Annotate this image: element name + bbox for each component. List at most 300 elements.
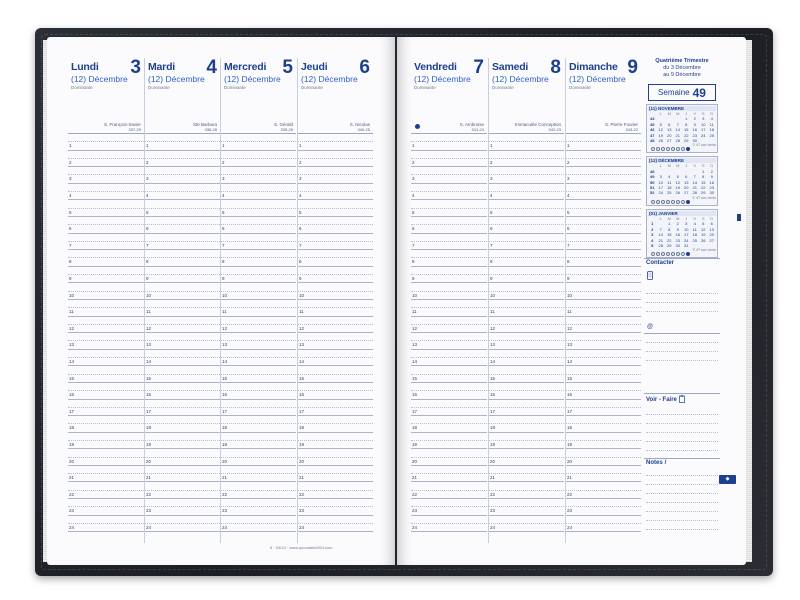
time-slot[interactable]	[221, 300, 296, 308]
time-slot[interactable]	[68, 441, 144, 449]
time-slot[interactable]	[221, 317, 296, 325]
time-slot[interactable]	[68, 300, 144, 308]
time-slot[interactable]	[298, 400, 373, 408]
notes-line[interactable]	[646, 503, 718, 512]
time-slot[interactable]	[68, 499, 144, 507]
time-slot[interactable]	[145, 283, 220, 291]
time-slot[interactable]	[221, 408, 296, 416]
time-slot[interactable]	[489, 507, 564, 515]
time-slot[interactable]	[145, 242, 220, 250]
time-slot[interactable]	[145, 408, 220, 416]
time-slot[interactable]	[221, 192, 296, 200]
time-slot[interactable]	[566, 250, 641, 258]
time-slot[interactable]	[489, 408, 564, 416]
time-slot[interactable]	[145, 151, 220, 159]
time-slot[interactable]	[221, 524, 296, 532]
time-slot[interactable]	[566, 325, 641, 333]
time-slot[interactable]	[411, 225, 487, 233]
time-slot[interactable]	[298, 491, 373, 499]
time-slot[interactable]	[298, 333, 373, 341]
time-slot[interactable]	[68, 366, 144, 374]
time-slot[interactable]	[566, 482, 641, 490]
time-slot[interactable]	[566, 466, 641, 474]
time-slot[interactable]	[411, 441, 487, 449]
time-slot[interactable]	[298, 325, 373, 333]
time-slot[interactable]	[489, 366, 564, 374]
contact-line[interactable]	[646, 343, 718, 352]
time-slot[interactable]	[221, 283, 296, 291]
time-slot[interactable]	[566, 192, 641, 200]
time-slot[interactable]	[566, 383, 641, 391]
time-slot[interactable]	[145, 317, 220, 325]
time-slot[interactable]	[68, 416, 144, 424]
time-slot[interactable]	[411, 134, 487, 142]
time-slot[interactable]	[221, 159, 296, 167]
time-slot[interactable]	[68, 491, 144, 499]
time-slot[interactable]	[489, 292, 564, 300]
time-slot[interactable]	[566, 391, 641, 399]
time-slot[interactable]	[298, 250, 373, 258]
time-slot[interactable]	[68, 250, 144, 258]
time-slot[interactable]	[411, 383, 487, 391]
time-slot[interactable]	[411, 424, 487, 432]
time-slot[interactable]	[411, 308, 487, 316]
time-slot[interactable]	[221, 499, 296, 507]
time-slot[interactable]	[566, 151, 641, 159]
time-slot[interactable]	[221, 142, 296, 150]
time-slot[interactable]	[411, 167, 487, 175]
time-slot[interactable]	[145, 217, 220, 225]
contact-line[interactable]	[646, 334, 718, 343]
time-slot[interactable]	[298, 300, 373, 308]
contact-line[interactable]	[646, 294, 718, 303]
time-slot[interactable]	[489, 250, 564, 258]
time-slot[interactable]	[145, 516, 220, 524]
time-slot[interactable]	[298, 433, 373, 441]
time-slot[interactable]	[221, 383, 296, 391]
time-slot[interactable]	[411, 499, 487, 507]
time-slot[interactable]	[298, 516, 373, 524]
time-slot[interactable]	[489, 433, 564, 441]
time-slot[interactable]	[489, 383, 564, 391]
time-slot[interactable]	[566, 516, 641, 524]
time-slot[interactable]	[566, 449, 641, 457]
notes-line[interactable]	[646, 521, 718, 530]
time-slot[interactable]	[68, 458, 144, 466]
time-slot[interactable]	[221, 491, 296, 499]
time-slot[interactable]	[68, 225, 144, 233]
time-slot[interactable]	[411, 192, 487, 200]
time-slot[interactable]	[489, 441, 564, 449]
time-slot[interactable]	[566, 433, 641, 441]
time-slot[interactable]	[145, 159, 220, 167]
time-slot[interactable]	[566, 283, 641, 291]
time-slot[interactable]	[145, 458, 220, 466]
time-slot[interactable]	[298, 175, 373, 183]
time-slot[interactable]	[411, 242, 487, 250]
time-slot[interactable]	[221, 366, 296, 374]
time-slot[interactable]	[489, 275, 564, 283]
time-slot[interactable]	[489, 391, 564, 399]
time-slot[interactable]	[298, 167, 373, 175]
time-slot[interactable]	[566, 333, 641, 341]
time-slot[interactable]	[68, 524, 144, 532]
time-slot[interactable]	[221, 507, 296, 515]
time-slot[interactable]	[489, 317, 564, 325]
time-slot[interactable]	[145, 175, 220, 183]
time-slot[interactable]	[221, 333, 296, 341]
time-slot[interactable]	[145, 375, 220, 383]
time-slot[interactable]	[298, 474, 373, 482]
time-slot[interactable]	[68, 516, 144, 524]
time-slot[interactable]	[145, 325, 220, 333]
time-slot[interactable]	[566, 408, 641, 416]
time-slot[interactable]	[298, 383, 373, 391]
time-slot[interactable]	[221, 250, 296, 258]
time-slot[interactable]	[411, 267, 487, 275]
time-slot[interactable]	[145, 391, 220, 399]
time-slot[interactable]	[411, 524, 487, 532]
time-slot[interactable]	[298, 408, 373, 416]
time-slot[interactable]	[298, 441, 373, 449]
notes-line[interactable]	[646, 494, 718, 503]
time-slot[interactable]	[68, 217, 144, 225]
time-slot[interactable]	[411, 416, 487, 424]
time-slot[interactable]	[298, 267, 373, 275]
time-slot[interactable]	[411, 300, 487, 308]
time-slot[interactable]	[489, 300, 564, 308]
time-slot[interactable]	[68, 292, 144, 300]
time-slot[interactable]	[489, 167, 564, 175]
time-slot[interactable]	[566, 358, 641, 366]
time-slot[interactable]	[298, 449, 373, 457]
time-slot[interactable]	[489, 375, 564, 383]
time-slot[interactable]	[566, 200, 641, 208]
time-slot[interactable]	[68, 184, 144, 192]
time-slot[interactable]	[298, 391, 373, 399]
time-slot[interactable]	[298, 524, 373, 532]
time-slot[interactable]	[145, 474, 220, 482]
time-slot[interactable]	[221, 175, 296, 183]
time-slot[interactable]	[145, 416, 220, 424]
time-slot[interactable]	[145, 358, 220, 366]
time-slot[interactable]	[221, 466, 296, 474]
time-slot[interactable]	[221, 358, 296, 366]
time-slot[interactable]	[221, 292, 296, 300]
time-slot[interactable]	[489, 142, 564, 150]
time-slot[interactable]	[221, 134, 296, 142]
time-slot[interactable]	[411, 433, 487, 441]
time-slot[interactable]	[221, 458, 296, 466]
time-slot[interactable]	[411, 350, 487, 358]
time-slot[interactable]	[298, 499, 373, 507]
time-slot[interactable]	[145, 209, 220, 217]
time-slot[interactable]	[68, 449, 144, 457]
todo-line[interactable]	[646, 433, 718, 442]
time-slot[interactable]	[489, 325, 564, 333]
time-slot[interactable]	[298, 283, 373, 291]
time-slot[interactable]	[489, 184, 564, 192]
time-slot[interactable]	[489, 358, 564, 366]
time-slot[interactable]	[68, 175, 144, 183]
time-slot[interactable]	[145, 200, 220, 208]
time-slot[interactable]	[566, 275, 641, 283]
time-slot[interactable]	[145, 433, 220, 441]
time-slot[interactable]	[221, 424, 296, 432]
time-slot[interactable]	[411, 466, 487, 474]
time-slot[interactable]	[489, 192, 564, 200]
time-slot[interactable]	[68, 267, 144, 275]
time-slot[interactable]	[145, 267, 220, 275]
time-slot[interactable]	[145, 400, 220, 408]
time-slot[interactable]	[298, 217, 373, 225]
time-slot[interactable]	[298, 258, 373, 266]
time-slot[interactable]	[298, 184, 373, 192]
time-slot[interactable]	[489, 283, 564, 291]
time-slot[interactable]	[411, 516, 487, 524]
time-slot[interactable]	[68, 350, 144, 358]
time-slot[interactable]	[566, 400, 641, 408]
time-slot[interactable]	[145, 441, 220, 449]
time-slot[interactable]	[68, 192, 144, 200]
time-slot[interactable]	[221, 350, 296, 358]
time-slot[interactable]	[489, 524, 564, 532]
time-slot[interactable]	[221, 416, 296, 424]
time-slot[interactable]	[298, 416, 373, 424]
time-slot[interactable]	[411, 507, 487, 515]
time-slot[interactable]	[489, 458, 564, 466]
time-slot[interactable]	[298, 192, 373, 200]
time-slot[interactable]	[145, 142, 220, 150]
time-slot[interactable]	[566, 416, 641, 424]
time-slot[interactable]	[566, 258, 641, 266]
todo-line[interactable]	[646, 415, 718, 424]
contact-line[interactable]	[646, 352, 718, 361]
time-slot[interactable]	[68, 234, 144, 242]
notes-line[interactable]	[646, 476, 718, 485]
time-slot[interactable]	[489, 449, 564, 457]
time-slot[interactable]	[566, 292, 641, 300]
time-slot[interactable]	[68, 134, 144, 142]
time-slot[interactable]	[68, 375, 144, 383]
time-slot[interactable]	[566, 491, 641, 499]
time-slot[interactable]	[145, 300, 220, 308]
time-slot[interactable]	[221, 167, 296, 175]
time-slot[interactable]	[411, 159, 487, 167]
time-slot[interactable]	[298, 242, 373, 250]
time-slot[interactable]	[298, 234, 373, 242]
time-slot[interactable]	[298, 458, 373, 466]
notes-line[interactable]	[646, 512, 718, 521]
time-slot[interactable]	[489, 200, 564, 208]
time-slot[interactable]	[489, 242, 564, 250]
time-slot[interactable]	[221, 375, 296, 383]
time-slot[interactable]	[298, 292, 373, 300]
time-slot[interactable]	[411, 482, 487, 490]
time-slot[interactable]	[489, 482, 564, 490]
time-slot[interactable]	[411, 341, 487, 349]
time-slot[interactable]	[298, 424, 373, 432]
time-slot[interactable]	[68, 424, 144, 432]
time-slot[interactable]	[489, 424, 564, 432]
time-slot[interactable]	[566, 175, 641, 183]
time-slot[interactable]	[489, 400, 564, 408]
time-slot[interactable]	[145, 192, 220, 200]
time-slot[interactable]	[411, 258, 487, 266]
time-slot[interactable]	[489, 499, 564, 507]
time-slot[interactable]	[221, 441, 296, 449]
contact-line[interactable]	[646, 303, 718, 312]
time-slot[interactable]	[221, 391, 296, 399]
time-slot[interactable]	[411, 217, 487, 225]
time-slot[interactable]	[489, 258, 564, 266]
time-slot[interactable]	[489, 308, 564, 316]
time-slot[interactable]	[411, 458, 487, 466]
time-slot[interactable]	[489, 474, 564, 482]
time-slot[interactable]	[411, 333, 487, 341]
time-slot[interactable]	[489, 234, 564, 242]
time-slot[interactable]	[411, 209, 487, 217]
time-slot[interactable]	[68, 507, 144, 515]
time-slot[interactable]	[221, 325, 296, 333]
contact-line[interactable]	[646, 285, 718, 294]
time-slot[interactable]	[68, 159, 144, 167]
time-slot[interactable]	[145, 134, 220, 142]
time-slot[interactable]	[489, 466, 564, 474]
time-slot[interactable]	[221, 482, 296, 490]
time-slot[interactable]	[411, 358, 487, 366]
time-slot[interactable]	[68, 151, 144, 159]
time-slot[interactable]	[489, 341, 564, 349]
time-slot[interactable]	[68, 142, 144, 150]
time-slot[interactable]	[221, 275, 296, 283]
time-slot[interactable]	[298, 341, 373, 349]
time-slot[interactable]	[411, 317, 487, 325]
time-slot[interactable]	[566, 350, 641, 358]
time-slot[interactable]	[68, 408, 144, 416]
time-slot[interactable]	[411, 325, 487, 333]
time-slot[interactable]	[298, 159, 373, 167]
time-slot[interactable]	[566, 341, 641, 349]
time-slot[interactable]	[489, 151, 564, 159]
time-slot[interactable]	[145, 499, 220, 507]
time-slot[interactable]	[298, 482, 373, 490]
time-slot[interactable]	[566, 234, 641, 242]
time-slot[interactable]	[221, 151, 296, 159]
time-slot[interactable]	[566, 317, 641, 325]
time-slot[interactable]	[566, 225, 641, 233]
time-slot[interactable]	[566, 524, 641, 532]
time-slot[interactable]	[566, 217, 641, 225]
time-slot[interactable]	[298, 466, 373, 474]
time-slot[interactable]	[489, 416, 564, 424]
time-slot[interactable]	[68, 317, 144, 325]
time-slot[interactable]	[489, 175, 564, 183]
time-slot[interactable]	[68, 258, 144, 266]
time-slot[interactable]	[221, 474, 296, 482]
time-slot[interactable]	[489, 491, 564, 499]
time-slot[interactable]	[68, 391, 144, 399]
time-slot[interactable]	[566, 507, 641, 515]
time-slot[interactable]	[145, 258, 220, 266]
time-slot[interactable]	[221, 308, 296, 316]
time-slot[interactable]	[411, 234, 487, 242]
time-slot[interactable]	[411, 400, 487, 408]
time-slot[interactable]	[221, 242, 296, 250]
time-slot[interactable]	[298, 151, 373, 159]
time-slot[interactable]	[221, 184, 296, 192]
time-slot[interactable]	[68, 466, 144, 474]
time-slot[interactable]	[221, 400, 296, 408]
time-slot[interactable]	[566, 499, 641, 507]
time-slot[interactable]	[298, 209, 373, 217]
time-slot[interactable]	[221, 433, 296, 441]
time-slot[interactable]	[298, 200, 373, 208]
time-slot[interactable]	[298, 308, 373, 316]
time-slot[interactable]	[411, 474, 487, 482]
time-slot[interactable]	[145, 250, 220, 258]
time-slot[interactable]	[411, 175, 487, 183]
time-slot[interactable]	[489, 350, 564, 358]
time-slot[interactable]	[145, 383, 220, 391]
time-slot[interactable]	[298, 225, 373, 233]
time-slot[interactable]	[145, 234, 220, 242]
time-slot[interactable]	[298, 366, 373, 374]
time-slot[interactable]	[411, 375, 487, 383]
time-slot[interactable]	[489, 217, 564, 225]
time-slot[interactable]	[298, 134, 373, 142]
time-slot[interactable]	[145, 350, 220, 358]
time-slot[interactable]	[145, 507, 220, 515]
time-slot[interactable]	[298, 350, 373, 358]
time-slot[interactable]	[145, 308, 220, 316]
time-slot[interactable]	[489, 209, 564, 217]
time-slot[interactable]	[489, 333, 564, 341]
time-slot[interactable]	[489, 159, 564, 167]
time-slot[interactable]	[298, 375, 373, 383]
todo-line[interactable]	[646, 442, 718, 451]
time-slot[interactable]	[145, 184, 220, 192]
time-slot[interactable]	[411, 142, 487, 150]
time-slot[interactable]	[411, 408, 487, 416]
time-slot[interactable]	[145, 491, 220, 499]
time-slot[interactable]	[145, 449, 220, 457]
time-slot[interactable]	[221, 225, 296, 233]
time-slot[interactable]	[411, 449, 487, 457]
time-slot[interactable]	[411, 250, 487, 258]
time-slot[interactable]	[68, 242, 144, 250]
time-slot[interactable]	[298, 142, 373, 150]
time-slot[interactable]	[221, 209, 296, 217]
time-slot[interactable]	[68, 482, 144, 490]
notes-line[interactable]	[646, 467, 718, 476]
time-slot[interactable]	[68, 308, 144, 316]
time-slot[interactable]	[68, 167, 144, 175]
time-slot[interactable]	[566, 300, 641, 308]
time-slot[interactable]	[566, 424, 641, 432]
time-slot[interactable]	[566, 267, 641, 275]
time-slot[interactable]	[298, 358, 373, 366]
time-slot[interactable]	[221, 234, 296, 242]
time-slot[interactable]	[298, 275, 373, 283]
time-slot[interactable]	[489, 134, 564, 142]
time-slot[interactable]	[411, 283, 487, 291]
time-slot[interactable]	[566, 366, 641, 374]
time-slot[interactable]	[145, 466, 220, 474]
time-slot[interactable]	[411, 151, 487, 159]
time-slot[interactable]	[221, 516, 296, 524]
time-slot[interactable]	[566, 242, 641, 250]
